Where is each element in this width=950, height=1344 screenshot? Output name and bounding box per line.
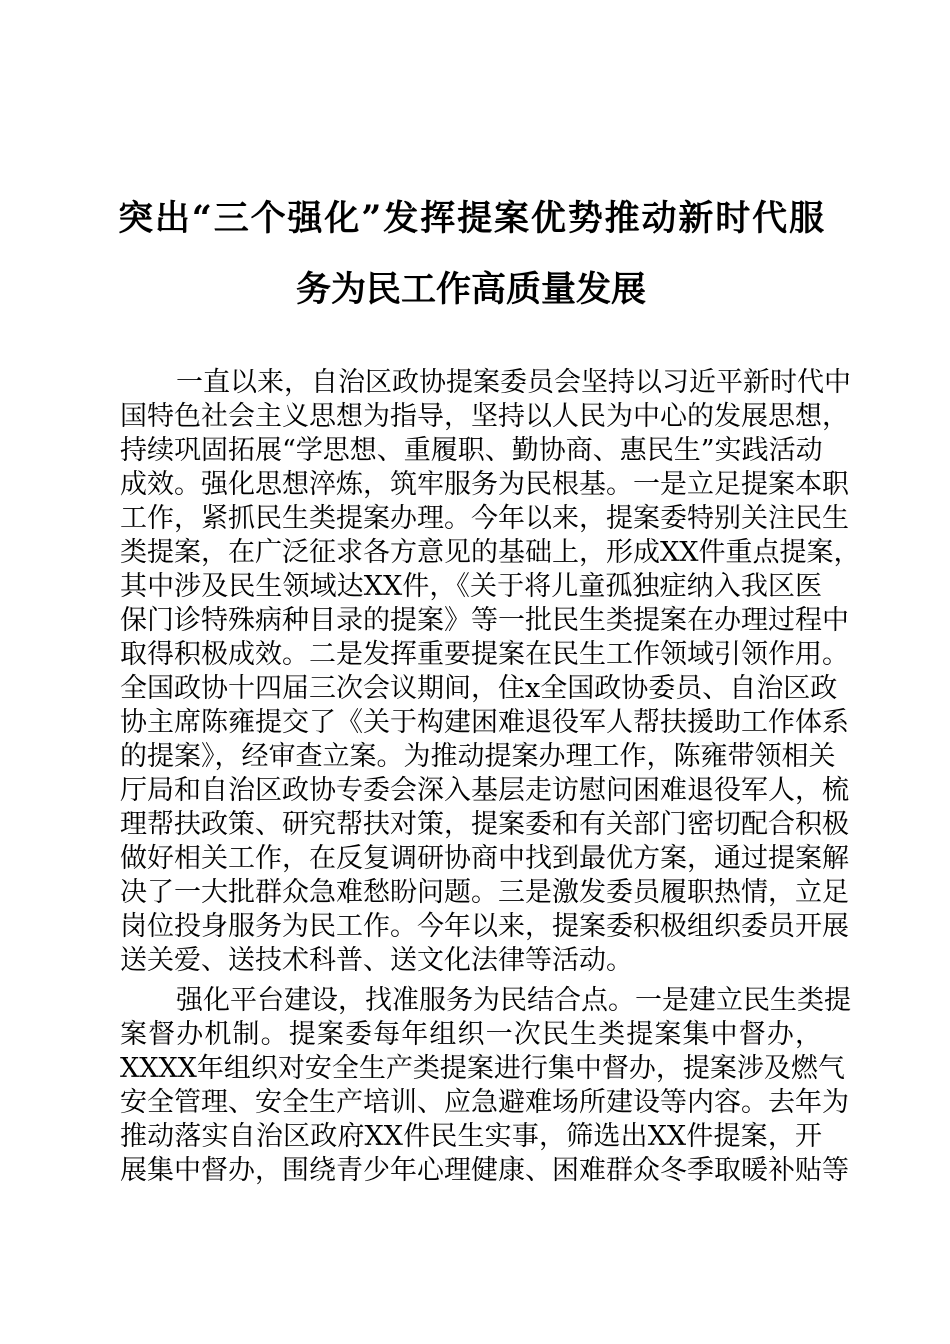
text-line: 展集中督办，围绕青少年心理健康、困难群众冬季取暖补贴等: [120, 1155, 849, 1186]
text-line: 做好相关工作，在反复调研协商中找到最优方案，通过提案解: [120, 843, 849, 874]
text-line: 保门诊特殊病种目录的提案》等一批民生类提案在办理过程中: [120, 605, 849, 636]
text-line: 推动落实自治区政府XX件民生实事，筛选出XX件提案，开: [120, 1121, 822, 1152]
text-line: 案督办机制。提案委每年组织一次民生类提案集中督办，: [120, 1019, 822, 1050]
text-line: 取得积极成效。二是发挥重要提案在民生工作领域引领作用。: [120, 639, 849, 670]
text-line: 国特色社会主义思想为指导，坚持以人民为中心的发展思想，: [120, 401, 849, 432]
text-line: 成效。强化思想淬炼，筑牢服务为民根基。一是立足提案本职: [120, 469, 849, 500]
text-line: 理帮扶政策、研究帮扶对策，提案委和有关部门密切配合积极: [120, 809, 849, 840]
text-line: 其中涉及民生领域达XX件，《关于将儿童孤独症纳入我区医: [120, 571, 822, 602]
text-line: 一直以来，自治区政协提案委员会坚持以习近平新时代中: [176, 367, 851, 398]
text-line: 协主席陈雍提交了《关于构建困难退役军人帮扶援助工作体系: [120, 707, 849, 738]
document-title-line-2: 务为民工作高质量发展: [295, 269, 646, 310]
document-title-line-1: 突出“三个强化”发挥提案优势推动新时代服: [118, 198, 824, 239]
text-line: 持续巩固拓展“学思想、重履职、勤协商、惠民生”实践活动: [120, 435, 823, 466]
text-line: 送关爱、送技术科普、送文化法律等活动。: [120, 945, 633, 976]
text-line: 工作，紧抓民生类提案办理。今年以来，提案委特别关注民生: [120, 503, 849, 534]
text-line: 全国政协十四届三次会议期间，住x全国政协委员、自治区政: [120, 673, 838, 704]
paragraph-1: [120, 366, 861, 978]
text-line: 岗位投身服务为民工作。今年以来，提案委积极组织委员开展: [120, 911, 849, 942]
paragraph-2: [120, 984, 851, 1188]
document-body: [120, 366, 861, 1188]
text-line: 类提案，在广泛征求各方意见的基础上，形成XX件重点提案，: [120, 537, 861, 568]
text-line: 安全管理、安全生产培训、应急避难场所建设等内容。去年为: [120, 1087, 849, 1118]
text-line: 的提案》，经审查立案。为推动提案办理工作，陈雍带领相关: [120, 741, 836, 772]
text-line: XXXX年组织对安全生产类提案进行集中督办，提案涉及燃气: [120, 1053, 845, 1084]
text-line: 决了一大批群众急难愁盼问题。三是激发委员履职热情，立足: [120, 877, 849, 908]
text-line: 厅局和自治区政协专委会深入基层走访慰问困难退役军人，梳: [120, 775, 849, 806]
text-line: 强化平台建设，找准服务为民结合点。一是建立民生类提: [176, 985, 851, 1016]
